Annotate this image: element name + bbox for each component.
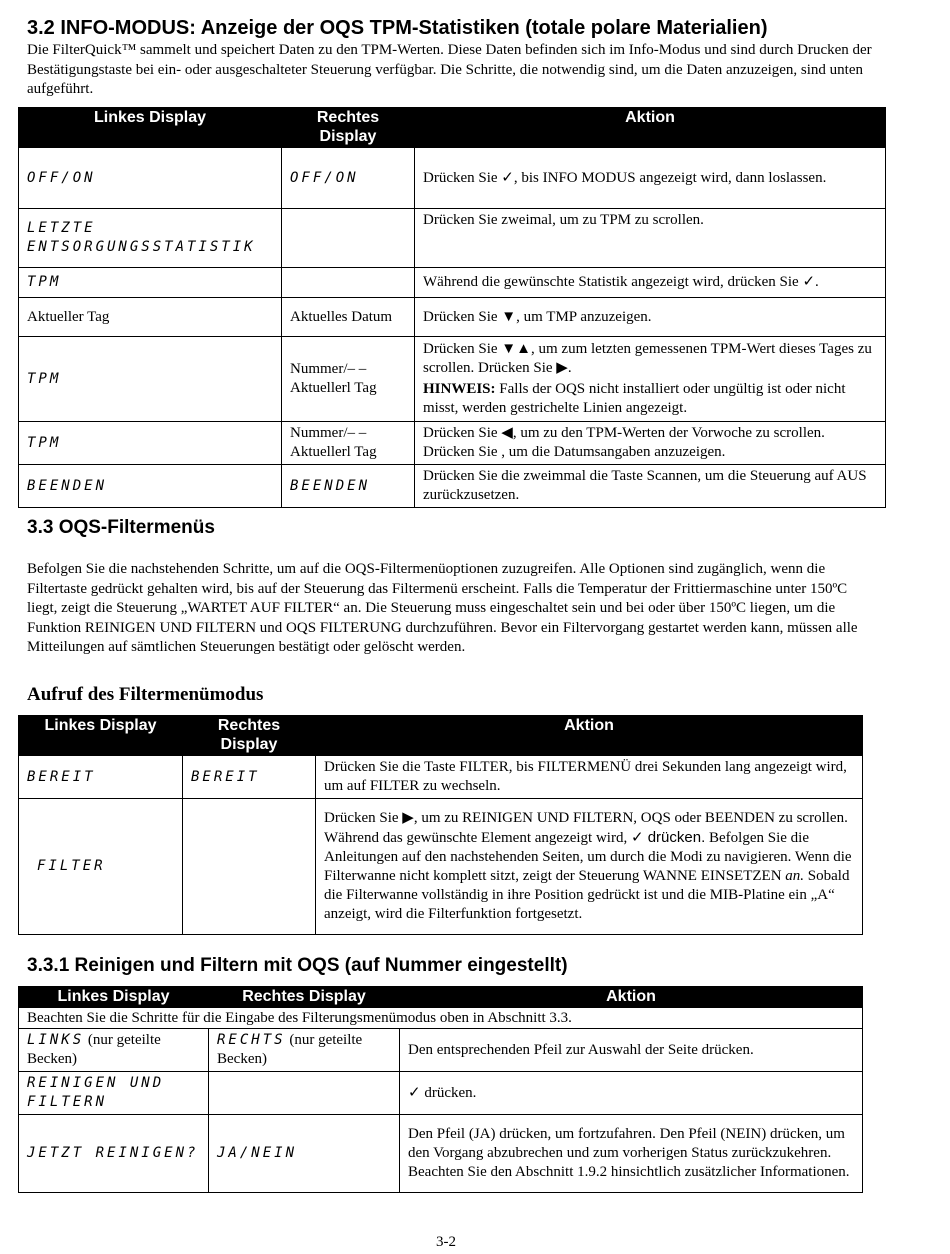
table-row [19, 298, 886, 337]
section-3-3-1-heading: 3.3.1 Reinigen und Filtern mit OQS (auf Nummer eingestellt) [27, 955, 568, 976]
action-cell: Drücken Sie ✓, bis INFO MODUS angezeigt wird, dann loslassen. [415, 148, 886, 209]
right-display-cell [282, 209, 415, 268]
note-cell: Beachten Sie die Schritte für die Eingabe des Filterungsmenümodus oben in Abschnitt 3.3. [19, 1008, 863, 1029]
left-display-cell: TPM [19, 268, 282, 298]
right-display-cell: Nummer/– – Aktuellerl Tag [282, 422, 415, 465]
right-suffix: (nur geteilte Becken) [217, 1032, 363, 1067]
note-text: Falls der OQS nicht installiert oder ungültig ist oder nicht misst, werden gestrichelte Linien angezeigt. [423, 381, 846, 416]
right-display-cell [282, 268, 415, 298]
table-note-row [19, 1008, 863, 1029]
action-text: Drücken Sie ▼▲, um zum letzten gemessenen TPM-Wert dieses Tages zu scrollen. Drücken Sie ▶. [423, 341, 872, 376]
action-cell: Während die gewünschte Statistik angezeigt wird, drücken Sie ✓. [415, 268, 886, 298]
action-italic-text: an. [785, 868, 805, 884]
action-cell: ✓ drücken. [400, 1072, 863, 1115]
filter-menu-table [18, 715, 863, 935]
col-left-display: Linkes Display [19, 987, 209, 1008]
left-display-cell: BEREIT [19, 756, 183, 799]
action-check-text: ✓ drücken. [630, 829, 706, 846]
left-suffix: (nur geteilte Becken) [27, 1032, 161, 1067]
action-cell: Drücken Sie die zweimmal die Taste Scannen, um die Steuerung auf AUS zurückzusetzen. [415, 465, 886, 508]
left-display-cell: REINIGEN UND FILTERN [19, 1072, 209, 1115]
table-row [19, 268, 886, 298]
clean-filter-table [18, 986, 863, 1193]
table-header-row [19, 108, 886, 148]
right-display-cell: OFF/ON [282, 148, 415, 209]
left-display-cell: JETZT REINIGEN? [19, 1115, 209, 1193]
action-cell: Drücken Sie die Taste FILTER, bis FILTERMENÜ drei Sekunden lang angezeigt wird, um auf FILTER zu wechseln. [316, 756, 863, 799]
right-display-cell: BEREIT [183, 756, 316, 799]
table-row [19, 1072, 863, 1115]
col-left-display: Linkes Display [19, 108, 282, 148]
action-cell: Den entsprechenden Pfeil zur Auswahl der Seite drücken. [400, 1029, 863, 1072]
table-row [19, 148, 886, 209]
left-display-cell: FILTER [19, 799, 183, 935]
table-row [19, 756, 863, 799]
action-text: Drücken Sie ▶, um zu REINIGEN UND FILTERN, OQS oder BEENDEN zu scrollen. Während das gewünschte Element angezeigt wird, [324, 810, 848, 846]
left-display-cell: OFF/ON [19, 148, 282, 209]
table-row [19, 1115, 863, 1193]
page-number: 3-2 [436, 1234, 456, 1250]
info-mode-table [18, 107, 886, 508]
right-display-cell: JA/NEIN [209, 1115, 400, 1193]
left-display-cell: TPM [19, 422, 282, 465]
action-cell: Den Pfeil (JA) drücken, um fortzufahren. Den Pfeil (NEIN) drücken, um den Vorgang abzubrechen und zum vorherigen Status zurückzukehren. Beachten Sie den Abschnitt 1.9.2 hinsichtlich zusätzlicher Informationen. [400, 1115, 863, 1193]
right-display-cell [209, 1029, 400, 1072]
right-display-cell: Nummer/– – Aktuellerl Tag [282, 337, 415, 422]
action-cell [415, 337, 886, 422]
col-action: Aktion [400, 987, 863, 1008]
right-display-cell: BEENDEN [282, 465, 415, 508]
right-display-cell [209, 1072, 400, 1115]
col-action: Aktion [316, 716, 863, 756]
table-row [19, 337, 886, 422]
left-display-cell: TPM [19, 337, 282, 422]
table-row [19, 465, 886, 508]
table-header-row [19, 716, 863, 756]
left-display-cell [19, 1029, 209, 1072]
section-3-3-heading: 3.3 OQS-Filtermenüs [27, 517, 215, 538]
table-row [19, 422, 886, 465]
left-display-cell: Aktueller Tag [19, 298, 282, 337]
table-row [19, 1029, 863, 1072]
note-label: HINWEIS: [423, 381, 496, 397]
col-right-display: Rechtes Display [183, 716, 316, 756]
filter-menu-subheading: Aufruf des Filtermenümodus [27, 684, 264, 705]
right-lcd: RECHTS [217, 1032, 286, 1048]
action-cell: Drücken Sie ◀, um zu den TPM-Werten der Vorwoche zu scrollen. Drücken Sie , um die Datumsangaben anzuzeigen. [415, 422, 886, 465]
action-cell [316, 799, 863, 935]
left-display-cell: LETZTE ENTSORGUNGSSTATISTIK [19, 209, 282, 268]
right-display-cell: Aktuelles Datum [282, 298, 415, 337]
section-3-2-intro: Die FilterQuick™ sammelt und speichert Daten zu den TPM-Werten. Diese Daten befinden sich im Info-Modus und sind durch Drucken der Bestätigungstaste bei ein- oder ausgeschalteter Steuerung verfügbar. Die Schritte, die notwendig sind, um die Daten anzuzeigen, sind unten aufgeführt. [27, 42, 872, 97]
left-display-cell: BEENDEN [19, 465, 282, 508]
table-header-row [19, 987, 863, 1008]
table-row [19, 799, 863, 935]
action-cell: Drücken Sie zweimal, um zu TPM zu scrollen. [415, 209, 886, 268]
section-3-3-intro: Befolgen Sie die nachstehenden Schritte, um auf die OQS-Filtermenüoptionen zuzugreifen. Alle Optionen sind zugänglich, wenn die Filtertaste gedrückt gehalten wird, bis auf der Steuerung das Filtermenü erscheint. Falls die Temperatur der Frittiermaschine unter 150ºC liegt, zeigt die Steuerung „WARTET AUF FILTER“ an. Die Steuerung muss eingeschaltet sein und bei oder über 150ºC liegen, um die Funktion REINIGEN UND FILTERN und OQS FILTERUNG durchzuführen. Bevor ein Filtervorgang gestartet werden kann, müssen alle Mitteilungen auf sämtlichen Steuerungen bestätigt oder gelöscht werden. [27, 561, 858, 655]
table-row [19, 209, 886, 268]
col-right-display: Rechtes Display [282, 108, 415, 148]
col-left-display: Linkes Display [19, 716, 183, 756]
right-display-cell [183, 799, 316, 935]
section-3-2-heading: 3.2 INFO-MODUS: Anzeige der OQS TPM-Statistiken (totale polare Materialien) [27, 17, 768, 39]
action-text: Befolgen Sie die Anleitungen auf den nachstehenden Seiten, um durch die Modi zu navigieren. Wenn die Filterwanne nicht komplett sitzt, zeigt der Steuerung WANNE EINSETZEN [324, 830, 852, 884]
col-action: Aktion [415, 108, 886, 148]
action-cell: Drücken Sie ▼, um TMP anzuzeigen. [415, 298, 886, 337]
action-text: Sobald die Filterwanne vollständig in ihre Position gedrückt ist und die MIB-Platine ein „A“ anzeigt, wird die Filterfunktion fortgesetzt. [324, 868, 850, 922]
col-right-display: Rechtes Display [209, 987, 400, 1008]
left-lcd: LINKS [27, 1032, 85, 1048]
